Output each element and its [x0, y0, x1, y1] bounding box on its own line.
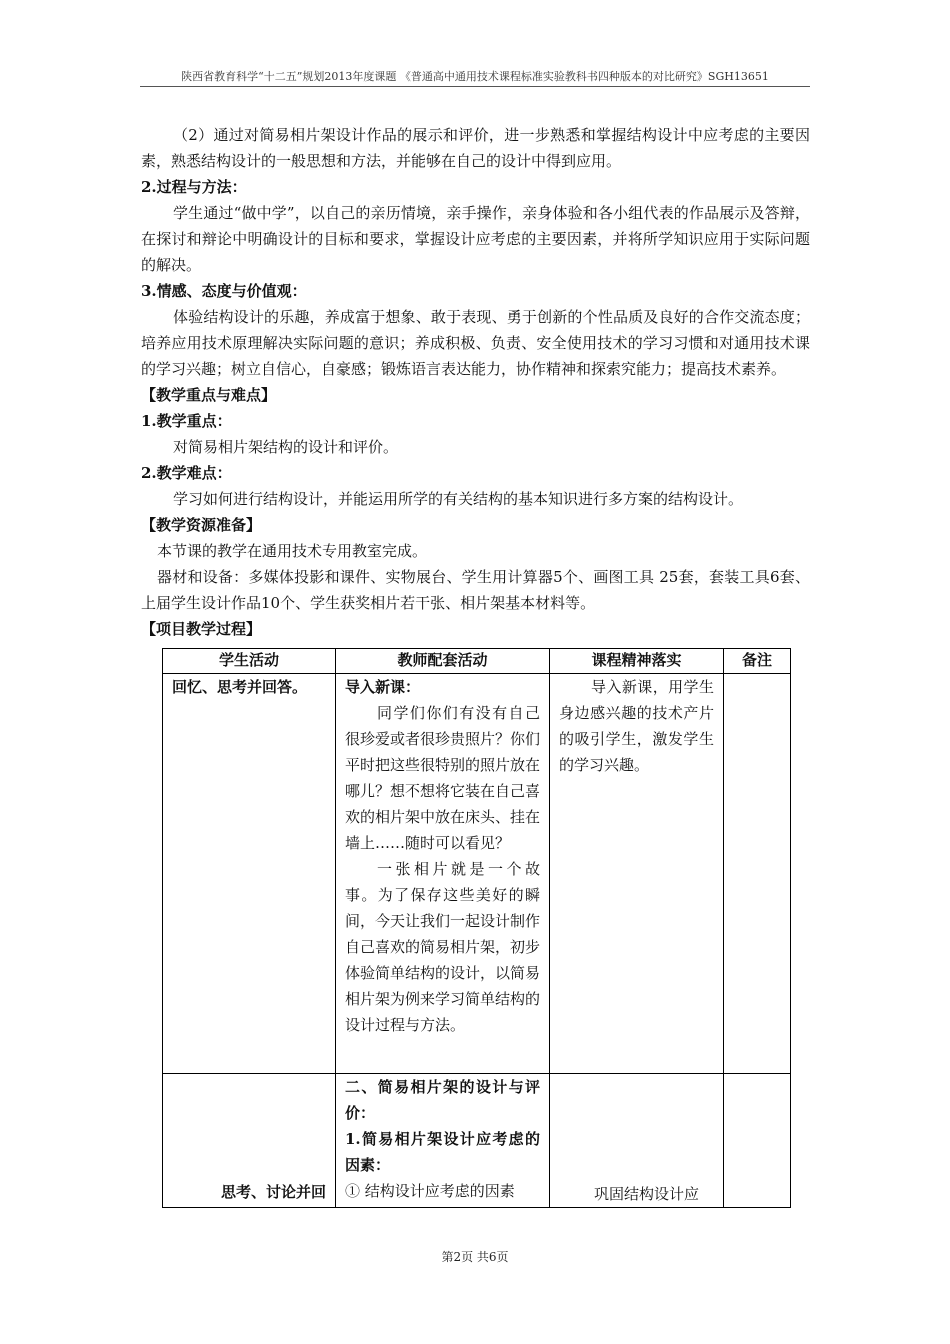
page-footer: 第2页 共6页: [441, 1250, 509, 1264]
emotion-paragraph: 体验结构设计的乐趣，养成富于想象、敢于表现、勇于创新的个性品质及良好的合作交流态度；培养应用技术原理解决实际问题的意识；养成积极、负责、安全使用技术的学习习惯和对通用技术课的学习兴趣；树立自信心，自豪感；锻炼语言表达能力，协作精神和探索究能力；提高技术素养。: [141, 308, 810, 378]
student-activity-cell: [163, 674, 336, 1074]
teacher-activity-subtitle: 1.简易相片架设计应考虑的因素：: [345, 1130, 540, 1174]
process-method-paragraph: 学生通过“做中学”，以自己的亲历情境，亲手操作，亲身体验和各小组代表的作品展示及答辩，在探讨和辩论中明确设计的目标和要求，掌握设计应考虑的主要因素，并将所学知识应用于实际问题的解决。: [141, 204, 810, 274]
resources-heading: 【教学资源准备】: [141, 516, 262, 534]
teaching-process-heading: 【项目教学过程】: [141, 620, 262, 638]
table-header-row: [163, 649, 791, 674]
course-spirit-cell: [550, 674, 724, 1074]
course-spirit-text: 巩固结构设计应: [594, 1185, 700, 1203]
header-student-activity: 学生活动: [163, 649, 336, 674]
objective-paragraph: （2）通过对简易相片架设计作品的展示和评价，进一步熟悉和掌握结构设计中应考虑的主要因素，熟悉结构设计的一般思想和方法，并能够在自己的设计中得到应用。: [141, 126, 810, 170]
table-row: [163, 674, 791, 1074]
page-header: 陕西省教育科学“十二五”规划2013年度课题 《普通高中通用技术课程标准实验教科书四种版本的对比研究》SGH13651: [181, 70, 769, 83]
teaching-process-table: [162, 648, 791, 1208]
key-point-heading: 1.教学重点：: [141, 412, 232, 430]
teacher-activity-title: 二、简易相片架的设计与评价：: [345, 1078, 540, 1122]
student-activity-text: 回忆、思考并回答。: [172, 678, 308, 696]
teacher-activity-cell: [336, 674, 550, 1074]
emotion-heading: 3.情感、态度与价值观：: [141, 282, 307, 300]
document-body: [141, 122, 810, 642]
student-activity-text: 思考、讨论并回: [220, 1183, 326, 1201]
remarks-cell: [724, 1074, 791, 1208]
header-teacher-activity: 教师配套活动: [336, 649, 550, 674]
key-point-paragraph: 对简易相片架结构的设计和评价。: [173, 438, 399, 456]
teacher-activity-cell: [336, 1074, 550, 1208]
header-divider: [140, 86, 810, 87]
difficult-point-heading: 2.教学难点：: [141, 464, 232, 482]
course-spirit-text: 导入新课，用学生身边感兴趣的技术产片的吸引学生，激发学生的学习兴趣。: [559, 678, 714, 774]
header-remarks: 备注: [724, 649, 791, 674]
resources-paragraph-2: 器材和设备：多媒体投影和课件、实物展台、学生用计算器5个、画图工具 25套，套装工具6套、上届学生设计作品10个、学生获奖相片若干张、相片架基本材料等。: [141, 568, 810, 612]
table-row: [163, 1074, 791, 1208]
resources-paragraph-1: 本节课的教学在通用技术专用教室完成。: [157, 542, 428, 560]
teacher-activity-title: 导入新课：: [345, 678, 421, 696]
course-spirit-cell: [550, 1074, 724, 1208]
teacher-activity-paragraph: 一张相片就是一个故事。为了保存这些美好的瞬间，今天让我们一起设计制作自己喜欢的简易相片架，初步体验简单结构的设计，以简易相片架为例来学习简单结构的设计过程与方法。: [345, 860, 541, 1034]
process-method-heading: 2.过程与方法：: [141, 178, 247, 196]
teacher-activity-paragraph: ① 结构设计应考虑的因素: [345, 1182, 515, 1200]
header-course-spirit: 课程精神落实: [550, 649, 724, 674]
student-activity-cell: [163, 1074, 336, 1208]
teacher-activity-paragraph: 同学们你们有没有自己很珍爱或者很珍贵照片？你们平时把这些很特别的照片放在哪儿？想不想将它装在自己喜欢的相片架中放在床头、挂在墙上……随时可以看见？: [345, 704, 541, 852]
key-difficult-heading: 【教学重点与难点】: [141, 386, 277, 404]
difficult-point-paragraph: 学习如何进行结构设计，并能运用所学的有关结构的基本知识进行多方案的结构设计。: [173, 490, 744, 508]
remarks-cell: [724, 674, 791, 1074]
